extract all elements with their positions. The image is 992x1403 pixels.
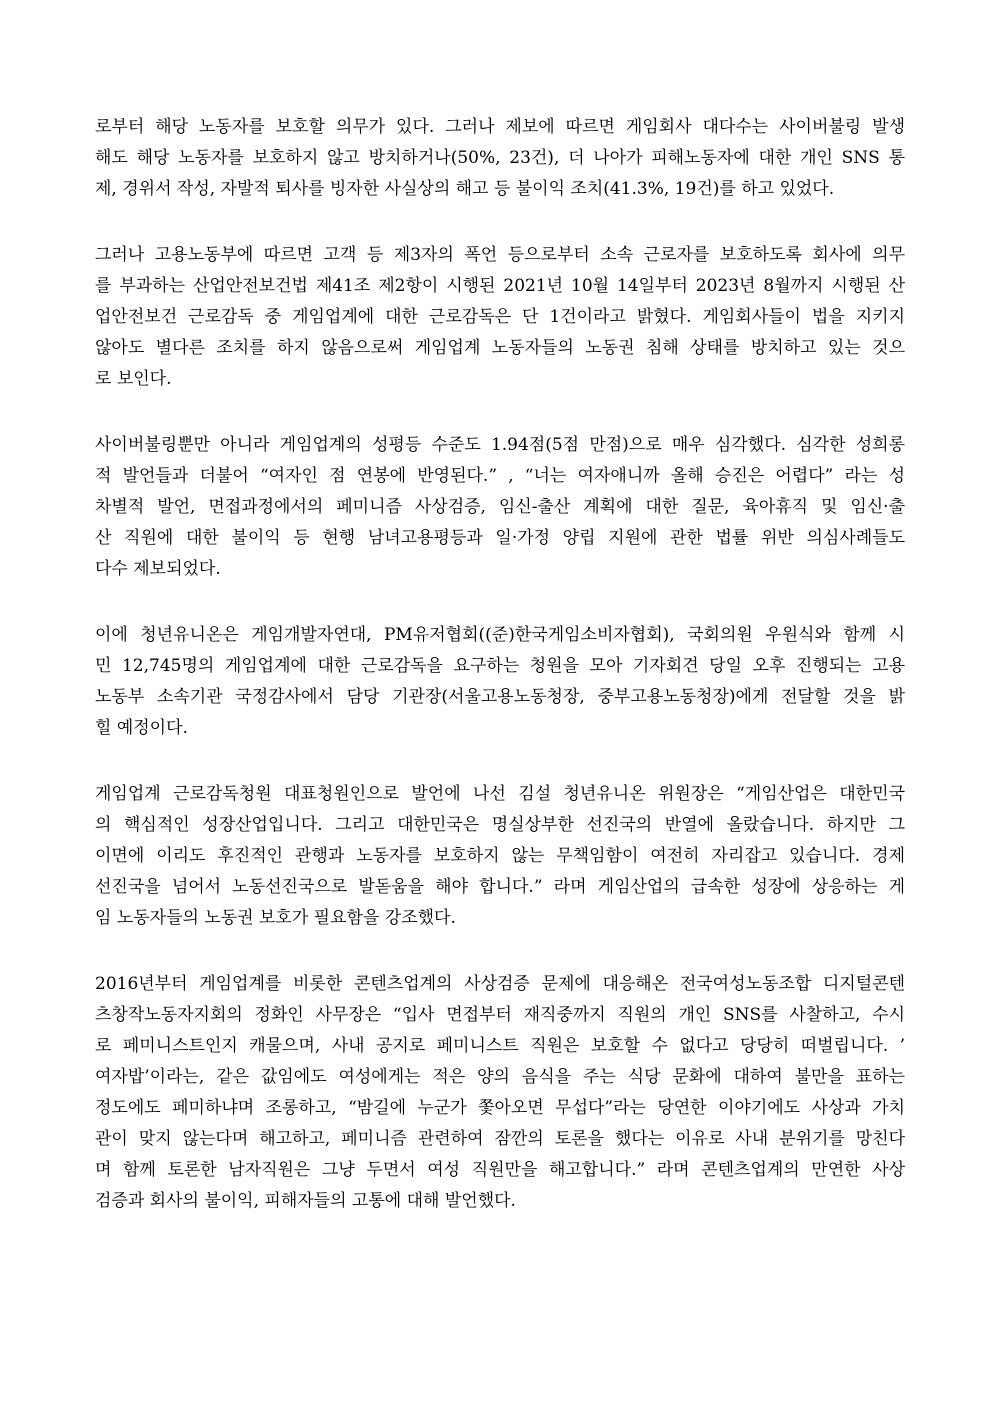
text-line: 2016년부터 게임업계를 비롯한 콘텐츠업계의 사상검증 문제에 대응해온 전국여성노동조합 디지털콘텐 — [95, 974, 905, 994]
text-line: 의 핵심적인 성장산업입니다. 그리고 대한민국은 명실상부한 선진국의 반열에 올랐습니다. 하지만 그 — [95, 815, 905, 835]
text-line: 다수 제보되었다. — [95, 559, 221, 579]
text-line: 그러나 고용노동부에 따르면 고객 등 제3자의 폭언 등으로부터 소속 근로자를 보호하도록 회사에 의무 — [95, 245, 905, 265]
text-line: 민 12,745명의 게임업계에 대한 근로감독을 요구하는 청원을 모아 기자회견 당일 오후 진행되는 고용 — [95, 656, 905, 676]
text-line: 츠창작노동자지회의 정화인 사무장은 “입사 면접부터 재직중까지 직원의 개인 SNS를 사찰하고, 수시 — [95, 1005, 905, 1025]
text-line: 산 직원에 대한 불이익 등 현행 남녀고용평등과 일·가정 양립 지원에 관한 법률 위반 의심사례들도 — [95, 528, 905, 548]
text-line: 로 보인다. — [95, 369, 172, 389]
text-line: 적 발언들과 더불어 “여자인 점 연봉에 반영된다.” , “너는 여자애니까 올해 승진은 어렵다” 라는 성 — [95, 466, 905, 486]
text-line: 정도에도 페미하냐며 조롱하고, “밤길에 누군가 쫓아오면 무섭다”라는 당연한 이야기에도 사상과 가치 — [95, 1098, 905, 1118]
text-line: 게임업계 근로감독청원 대표청원인으로 발언에 나선 김설 청년유니온 위원장은 “게임산업은 대한민국 — [95, 784, 905, 804]
text-line: 며 함께 토론한 남자직원은 그냥 두면서 여성 직원만을 해고합니다.” 라며 콘텐츠업계의 만연한 사상 — [95, 1160, 905, 1180]
text-line: 않아도 별다른 조치를 하지 않음으로써 게임업계 노동자들의 노동권 침해 상태를 방치하고 있는 것으 — [95, 338, 905, 358]
text-line: 차별적 발언, 면접과정에서의 페미니즘 사상검증, 임신-출산 계획에 대한 질문, 육아휴직 및 임신·출 — [95, 497, 905, 517]
text-line: 선진국을 넘어서 노동선진국으로 발돋움을 해야 합니다.” 라며 게임산업의 급속한 성장에 상응하는 게 — [95, 877, 905, 897]
paragraph — [95, 240, 905, 395]
text-line: 제, 경위서 작성, 자발적 퇴사를 빙자한 사실상의 해고 등 불이익 조치(41.3%, 19건)를 하고 있었다. — [95, 179, 835, 199]
text-line: 사이버불링뿐만 아니라 게임업계의 성평등 수준도 1.94점(5점 만점)으로 매우 심각했다. 심각한 성희롱 — [95, 435, 905, 455]
paragraph — [95, 969, 905, 1217]
paragraph — [95, 112, 905, 205]
paragraph — [95, 430, 905, 585]
text-line: 여자밥’이라는, 같은 값임에도 여성에게는 적은 양의 음식을 주는 식당 문화에 대하여 불만을 표하는 — [95, 1067, 905, 1087]
text-line: 로 페미니스트인지 캐물으며, 사내 공지로 페미니스트 직원은 보호할 수 없다고 당당히 떠벌립니다. ’ — [95, 1036, 905, 1056]
text-line: 관이 맞지 않는다며 해고하고, 페미니즘 관련하여 잠깐의 토론을 했다는 이유로 사내 분위기를 망친다 — [95, 1129, 905, 1149]
text-line: 임 노동자들의 노동권 보호가 필요함을 강조했다. — [95, 908, 456, 928]
document-body — [95, 112, 905, 1217]
text-line: 검증과 회사의 불이익, 피해자들의 고통에 대해 발언했다. — [95, 1191, 516, 1211]
paragraph — [95, 620, 905, 744]
text-line: 힐 예정이다. — [95, 718, 188, 738]
paragraph — [95, 779, 905, 934]
text-line: 해도 해당 노동자를 보호하지 않고 방치하거나(50%, 23건), 더 나아가 피해노동자에 대한 개인 SNS 통 — [95, 148, 905, 168]
text-line: 이에 청년유니온은 게임개발자연대, PM유저협회((준)한국게임소비자협회), 국회의원 우원식와 함께 시 — [95, 625, 905, 645]
text-line: 노동부 소속기관 국정감사에서 담당 기관장(서울고용노동청장, 중부고용노동청장)에게 전달할 것을 밝 — [95, 687, 905, 707]
text-line: 업안전보건 근로감독 중 게임업계에 대한 근로감독은 단 1건이라고 밝혔다. 게임회사들이 법을 지키지 — [95, 307, 905, 327]
text-line: 로부터 해당 노동자를 보호할 의무가 있다. 그러나 제보에 따르면 게임회사 대다수는 사이버불링 발생 — [95, 117, 905, 137]
text-line: 이면에 이리도 후진적인 관행과 노동자를 보호하지 않는 무책임함이 여전히 자리잡고 있습니다. 경제 — [95, 846, 905, 866]
text-line: 를 부과하는 산업안전보건법 제41조 제2항이 시행된 2021년 10월 14일부터 2023년 8월까지 시행된 산 — [95, 276, 905, 296]
